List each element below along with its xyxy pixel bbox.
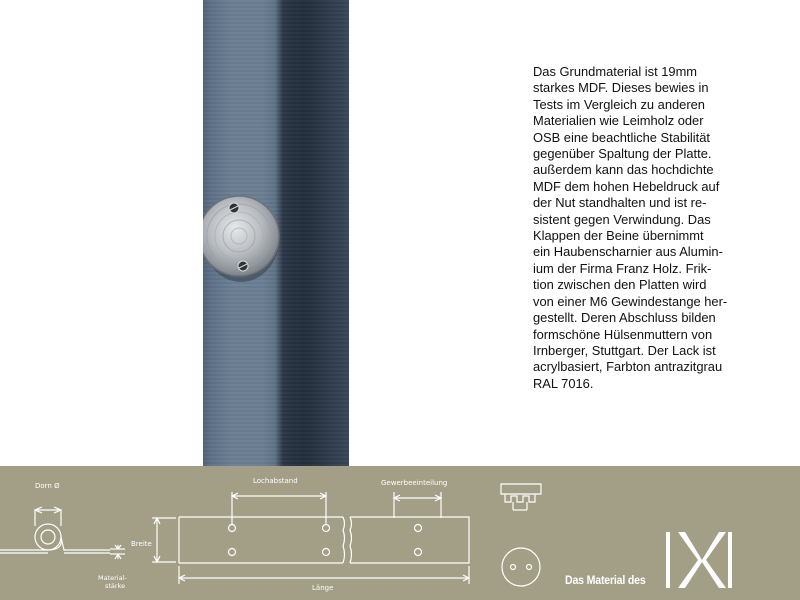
brand-text: Das Material des xyxy=(565,575,646,587)
breite-label: Breite xyxy=(131,540,152,548)
material-label-line2: stärke xyxy=(105,582,126,590)
hinge-plan-drawing xyxy=(152,492,469,584)
laenge-label: Länge xyxy=(312,584,334,592)
material-description: Das Grundmaterial ist 19mm starkes MDF. Dieses bewies in Tests im Vergleich zu anderen Materialien wie Leimholz oder OSB eine beachtliche Stabilität gegenüber Spaltung der Platte. außerdem kann das hochdichte MDF dem hohen Hebeldruck auf der Nut standhalten und ist re- sistent gegen Verwindung. Das Klappen der Beine übernimmt ein Haubenscharnier aus Alumin- ium der Firma Franz Holz. Frik- tion zwischen den Platten wird von einer M6 Gewindestange her- gestellt. Deren Abschluss bilden formschöne Hülsenmuttern von Irnberger, Stuttgart. Der Lack ist acrylbasiert, Farbton antrazitgrau RAL 7016. xyxy=(533,64,728,391)
ixi-logo xyxy=(662,532,734,588)
hinge-disc-illustration xyxy=(203,0,349,466)
material-label-line1: Material- xyxy=(98,574,127,582)
lochabstand-label: Lochabstand xyxy=(253,477,298,485)
dorn-label: Dorn Ø xyxy=(35,482,60,490)
hinge-end-icon xyxy=(501,484,541,510)
hinge-profile-drawing xyxy=(0,507,125,559)
gewerbe-label: Gewerbeeinteilung xyxy=(381,479,448,487)
hinge-photo xyxy=(203,0,349,466)
round-disc-icon xyxy=(502,548,540,586)
